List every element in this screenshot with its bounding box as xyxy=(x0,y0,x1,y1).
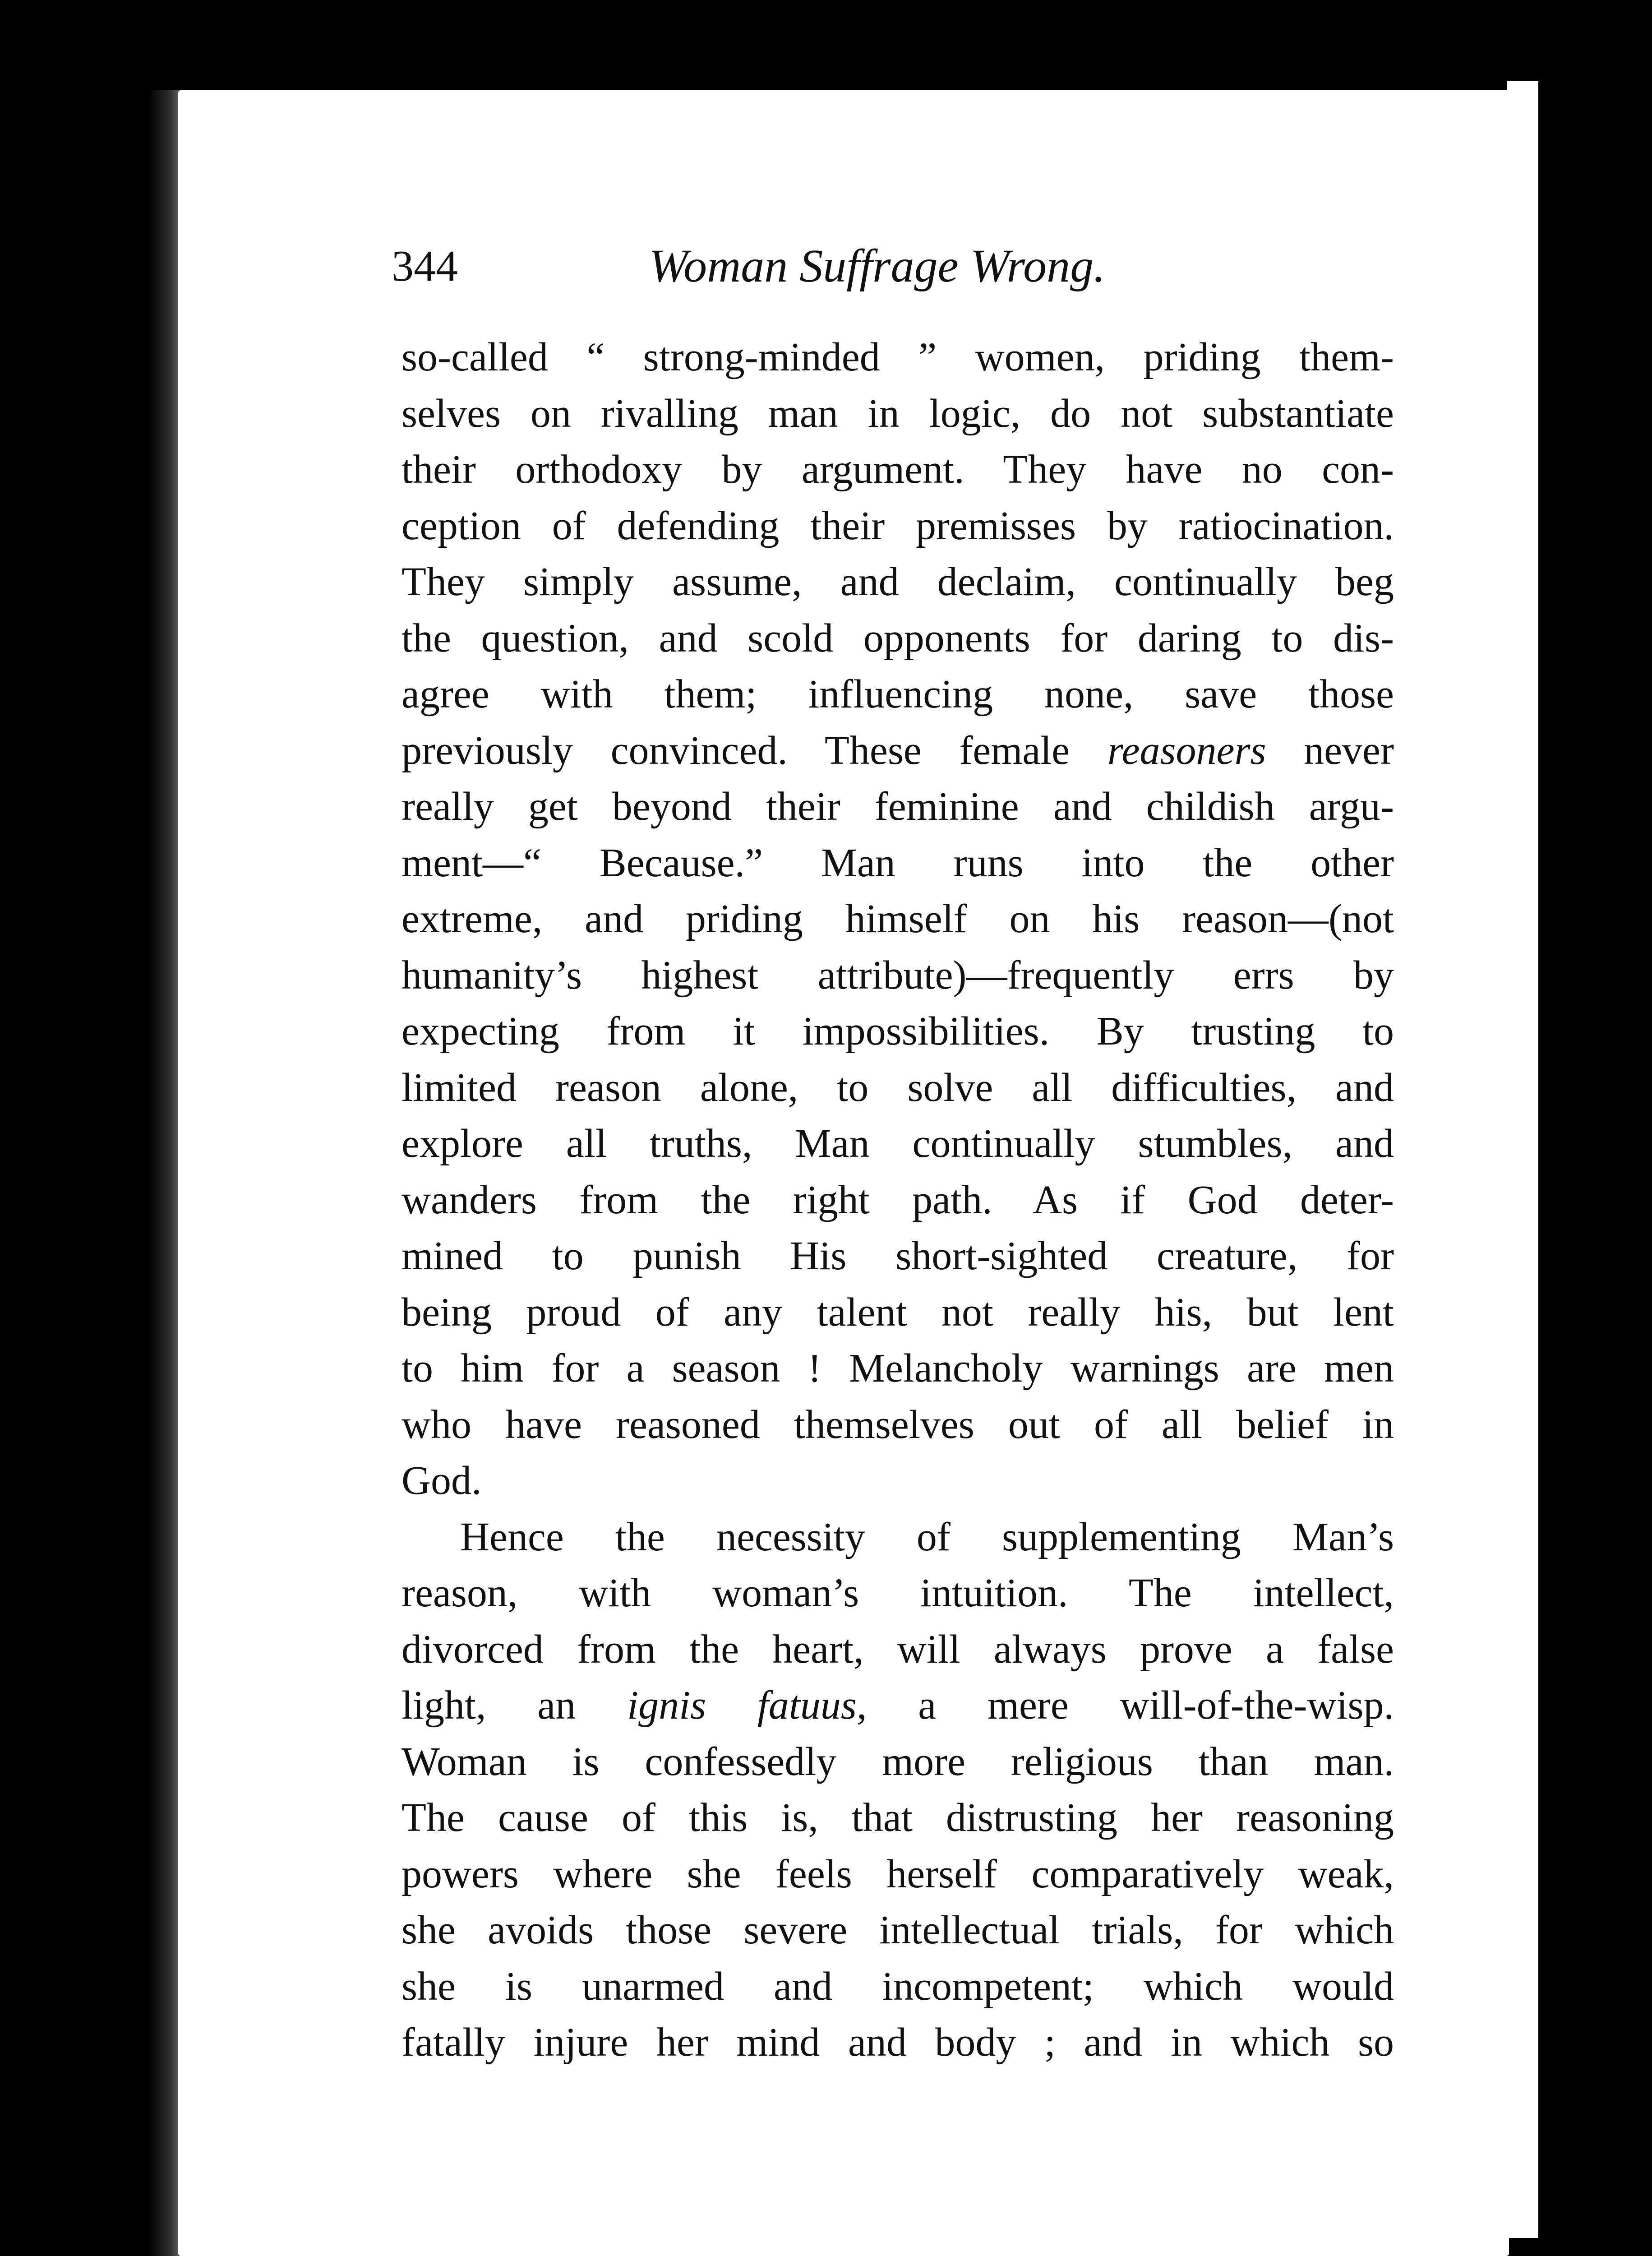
text-line: limited reason alone, to solve all difficulties, and xyxy=(401,1065,1394,1110)
text-line: extreme, and priding himself on his reason—(not xyxy=(401,897,1394,941)
italic-text: reasoners xyxy=(1107,728,1266,773)
text-line: divorced from the heart, will always prove a false xyxy=(401,1627,1394,1672)
text-line: agree with them; influencing none, save those xyxy=(401,672,1394,717)
page-number: 344 xyxy=(392,242,458,291)
text-line: really get beyond their feminine and childish argu- xyxy=(401,784,1394,829)
text-line: previously convinced. These female reasoners never xyxy=(401,728,1394,773)
text-line: Woman is confessedly more religious than man. xyxy=(401,1739,1394,1784)
text-line: selves on rivalling man in logic, do not substantiate xyxy=(401,391,1394,436)
text-line: expecting from it impossibilities. By trusting to xyxy=(401,1009,1394,1054)
paragraph xyxy=(401,329,1394,1509)
next-page-edge xyxy=(1507,81,1538,2238)
text-line: fatally injure her mind and body ; and in which so xyxy=(401,2020,1394,2065)
text-line: humanity’s highest attribute)—frequently errs by xyxy=(401,952,1394,998)
text-line: mined to punish His short-sighted creature, for xyxy=(401,1234,1394,1278)
text-line: ception of defending their premisses by ratiocination. xyxy=(401,503,1394,548)
text-line: Hence the necessity of supplementing Man’s xyxy=(460,1514,1394,1559)
text-line: she is unarmed and incompetent; which would xyxy=(401,1964,1394,2009)
text-line: ment—“ Because.” Man runs into the other xyxy=(401,840,1394,885)
text-line: They simply assume, and declaim, continually beg xyxy=(401,559,1394,604)
text-line: powers where she feels herself comparatively weak, xyxy=(401,1851,1394,1896)
text-line: she avoids those severe intellectual trials, for which xyxy=(401,1908,1394,1952)
text-line: so-called “ strong-minded ” women, priding them- xyxy=(401,335,1394,379)
text-line: reason, with woman’s intuition. The intellect, xyxy=(401,1571,1394,1615)
body-text xyxy=(401,329,1394,2071)
text-line: wanders from the right path. As if God deter- xyxy=(401,1177,1394,1222)
text-line: light, an ignis fatuus, a mere will-of-the-wisp. xyxy=(401,1683,1394,1728)
paragraph xyxy=(401,1509,1394,2071)
running-head xyxy=(392,235,1285,298)
text-line: The cause of this is, that distrusting her reasoning xyxy=(401,1795,1394,1840)
italic-text: ignis fatuus xyxy=(627,1683,857,1728)
running-title: Woman Suffrage Wrong. xyxy=(649,240,1106,292)
text-line: who have reasoned themselves out of all belief in xyxy=(401,1402,1394,1447)
text-line: God. xyxy=(401,1458,482,1503)
text-line: their orthodoxy by argument. They have no con- xyxy=(401,447,1394,492)
text-line: being proud of any talent not really his, but lent xyxy=(401,1290,1394,1335)
text-line: the question, and scold opponents for daring to dis- xyxy=(401,615,1394,661)
text-line: explore all truths, Man continually stumbles, and xyxy=(401,1121,1394,1166)
text-line: to him for a season ! Melancholy warnings are men xyxy=(401,1346,1394,1391)
